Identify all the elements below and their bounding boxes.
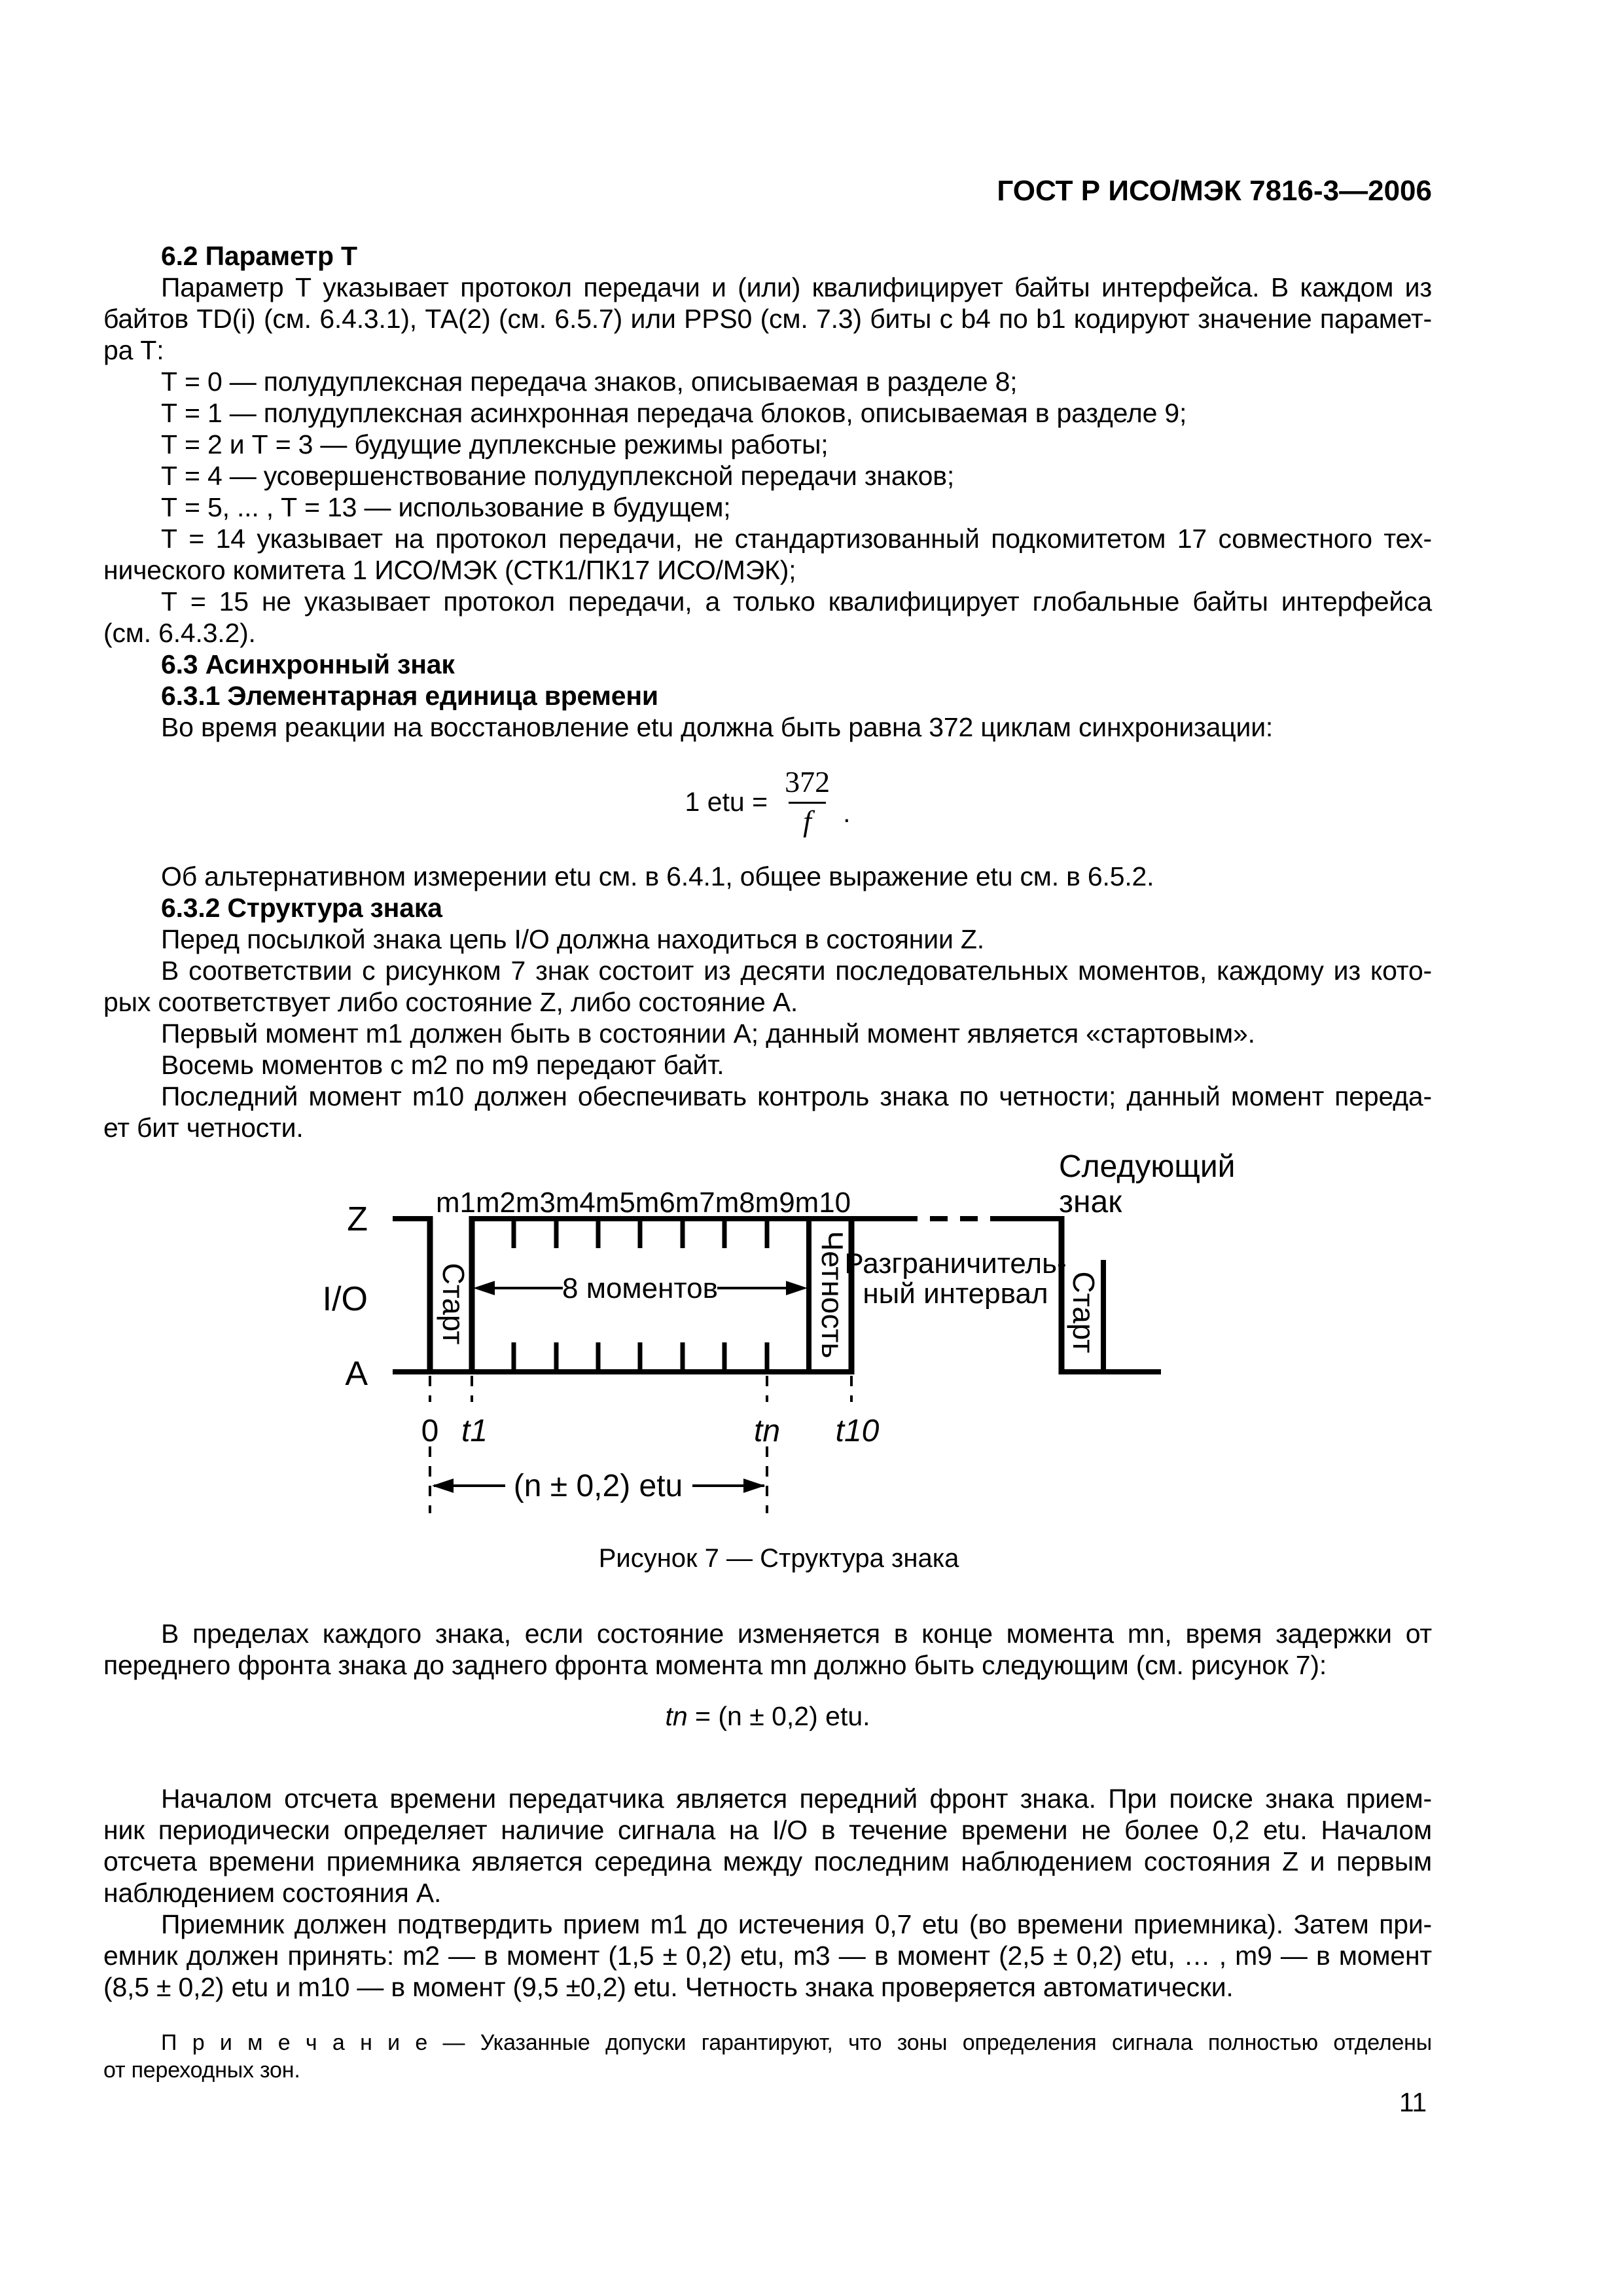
time-tn-label: tn <box>753 1414 781 1448</box>
formula-etu-period: . <box>843 797 851 828</box>
formula-tn-lhs: tn <box>665 1701 688 1731</box>
time-0-label: 0 <box>421 1414 439 1448</box>
text-line: Т = 4 — усовершенствование полудуплексной передачи знаков; <box>161 461 955 491</box>
text-line: Приемник должен подтвердить прием m1 до истечения 0,7 etu (во времени приемника). Затем при- <box>161 1909 1432 1939</box>
text-line: Об альтернативном измерении etu см. в 6.4.1, общее выражение etu см. в 6.5.2. <box>161 861 1154 891</box>
formula-tn <box>103 1700 1432 1732</box>
text-line: от переходных зон. <box>103 2058 300 2083</box>
formula-etu-lhs: 1 etu = <box>685 786 768 817</box>
timing-diagram <box>275 1139 1283 1584</box>
text-line: Восемь моментов с m2 по m9 передают байт. <box>161 1050 724 1080</box>
text-line: 6.3 Асинхронный знак <box>161 649 455 679</box>
text-line: Параметр Т указывает протокол передачи и (или) квалифицирует байты интерфейса. В каждом из <box>161 272 1432 302</box>
text-line: переднего фронта знака до заднего фронта момента mn должно быть следующим (см. рисунок 7): <box>103 1650 1327 1680</box>
text-line: наблюдением состояния А. <box>103 1878 442 1908</box>
start-moment-label: Старт <box>436 1263 471 1345</box>
text-line: (см. 6.4.3.2). <box>103 618 256 648</box>
time-t1-label: t1 <box>461 1414 488 1448</box>
text-line: рых соответствует либо состояние Z, либо состояние А. <box>103 987 798 1017</box>
figure-7-character-structure <box>275 1139 1283 1584</box>
io-line-label: I/O <box>322 1280 368 1318</box>
next-character-label-line2: знак <box>1059 1185 1122 1219</box>
text-line: емник должен принять: m2 — в момент (1,5 ± 0,2) etu, m3 — в момент (2,5 ± 0,2) etu, … , m9 — в момент <box>103 1941 1432 1971</box>
text-line: Т = 2 и Т = 3 — будущие дуплексные режимы работы; <box>161 429 829 459</box>
text-line: Т = 15 не указывает протокол передачи, а только квалифицирует глобальные байты интерфейса <box>161 586 1432 617</box>
text-line: (8,5 ± 0,2) etu и m10 — в момент (9,5 ±0,2) etu. Четность знака проверяется автоматически. <box>103 1972 1234 2002</box>
text-line: Перед посылкой знака цепь I/O должна находиться в состоянии Z. <box>161 924 984 954</box>
text-line: Т = 14 указывает на протокол передачи, не стандартизованный подкомитетом 17 совместного тех- <box>161 524 1432 554</box>
n-etu-annotation: (n ± 0,2) etu <box>513 1469 683 1503</box>
text-line: Т = 5, ... , Т = 13 — использование в будущем; <box>161 492 731 522</box>
text-line: ник периодически определяет наличие сигнала на I/O в течение времени не более 0,2 etu. Началом <box>103 1815 1432 1845</box>
text-line: В соответствии с рисунком 7 знак состоит из десяти последовательных моментов, каждому из кото- <box>161 956 1432 986</box>
text-line: Началом отсчета времени передатчика является передний фронт знака. При поиске знака прием- <box>161 1784 1432 1814</box>
fraction-denominator: f <box>789 802 826 838</box>
time-t10-label: t10 <box>835 1414 880 1448</box>
text-line: 6.3.1 Элементарная единица времени <box>161 681 658 711</box>
text-line: Последний момент m10 должен обеспечивать контроль знака по четности; данный момент переда- <box>161 1081 1432 1111</box>
text-line: отсчета времени приемника является середина между последним наблюдением состояния Z и первым <box>103 1846 1432 1876</box>
formula-etu <box>103 746 1432 857</box>
eight-moments-label: 8 моментов <box>562 1272 718 1304</box>
moment-labels: m1m2m3m4m5m6m7m8m9m10 <box>436 1187 851 1219</box>
text-line: Т = 1 — полудуплексная асинхронная передача блоков, описываемая в разделе 9; <box>161 398 1187 428</box>
text-line: Т = 0 — полудуплексная передача знаков, описываемая в разделе 8; <box>161 367 1018 397</box>
fraction-numerator: 372 <box>785 764 830 798</box>
text-line: П р и м е ч а н и е — Указанные допуски гарантируют, что зоны определения сигнала полностью отделены <box>161 2030 1432 2055</box>
text-line: 6.2 Параметр Т <box>161 241 357 271</box>
delimiter-interval-label-line1: Разграничитель- <box>844 1247 1067 1280</box>
text-line: В пределах каждого знака, если состояние изменяется в конце момента mn, время задержки от <box>161 1619 1432 1649</box>
text-line: 6.3.2 Структура знака <box>161 893 442 923</box>
text-line: ет бит четности. <box>103 1113 304 1143</box>
text-line: Во время реакции на восстановление etu должна быть равна 372 циклам синхронизации: <box>161 712 1274 742</box>
next-start-moment-label: Старт <box>1066 1271 1101 1354</box>
page-number: 11 <box>1399 2087 1427 2117</box>
text-line: Первый момент m1 должен быть в состоянии А; данный момент является «стартовым». <box>161 1018 1255 1049</box>
text-line: ра Т: <box>103 335 164 365</box>
figure-caption: Рисунок 7 — Структура знака <box>598 1544 959 1573</box>
next-character-label-line1: Следующий <box>1059 1149 1236 1184</box>
formula-tn-rest: = (n ± 0,2) etu. <box>687 1701 870 1731</box>
text-line: байтов TD(i) (см. 6.4.3.1), ТА(2) (см. 6.5.7) или PPS0 (см. 7.3) биты с b4 по b1 кодируют значение парамет- <box>103 304 1432 334</box>
state-z-label: Z <box>347 1200 368 1238</box>
delimiter-interval-label-line2: ный интервал <box>863 1278 1048 1310</box>
parity-moment-label: Четность <box>815 1230 849 1359</box>
text-line: нического комитета 1 ИСО/МЭК (СТК1/ПК17 ИСО/МЭК); <box>103 555 796 585</box>
fraction <box>778 766 836 838</box>
page-header: ГОСТ Р ИСО/МЭК 7816-3—2006 <box>997 175 1432 207</box>
state-a-label: A <box>345 1355 368 1393</box>
